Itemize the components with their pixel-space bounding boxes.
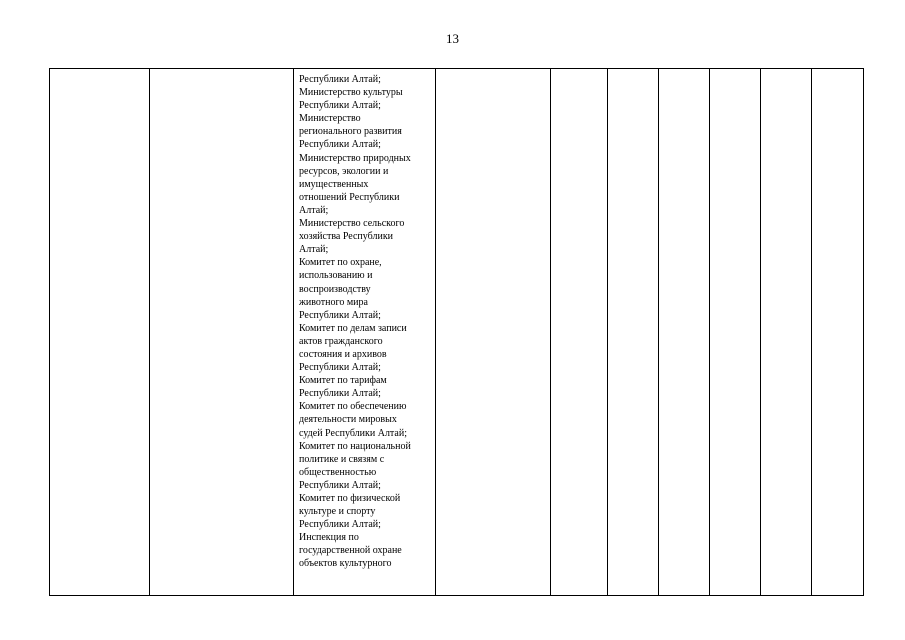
- responsible-agencies-text: Республики Алтай; Министерство культуры Республики Алтай; Министерство регионального развития Республики Алтай; Министерство природных ресурсов, экологии и имущественных отношений Республики Алтай; Министерство сельского хозяйства Республики Алтай; Комитет по охране, использованию и воспроизводству животного мира Республики Алтай; Комитет по делам записи актов гражданского состояния и архивов Республики Алтай; Комитет по тарифам Республики Алтай; Комитет по обеспечению деятельности мировых судей Республики Алтай; Комитет по национальной политике и связям с общественностью Республики Алтай; Комитет по физической культуре и спорту Республики Алтай; Инспекция по государственной охране объектов культурного: [299, 74, 411, 570]
- table-cell-empty: [150, 69, 294, 596]
- table-row: [50, 69, 864, 596]
- page-number: 13: [446, 31, 459, 46]
- table-cell-empty: [50, 69, 150, 596]
- table-cell-empty: [436, 69, 551, 596]
- document-table: [49, 68, 864, 596]
- table-cell-empty: [812, 69, 864, 596]
- table-cell-empty: [551, 69, 608, 596]
- table-cell-responsible-agencies: [294, 69, 436, 596]
- table-cell-empty: [710, 69, 761, 596]
- table-cell-empty: [761, 69, 812, 596]
- table-cell-empty: [659, 69, 710, 596]
- table-cell-empty: [608, 69, 659, 596]
